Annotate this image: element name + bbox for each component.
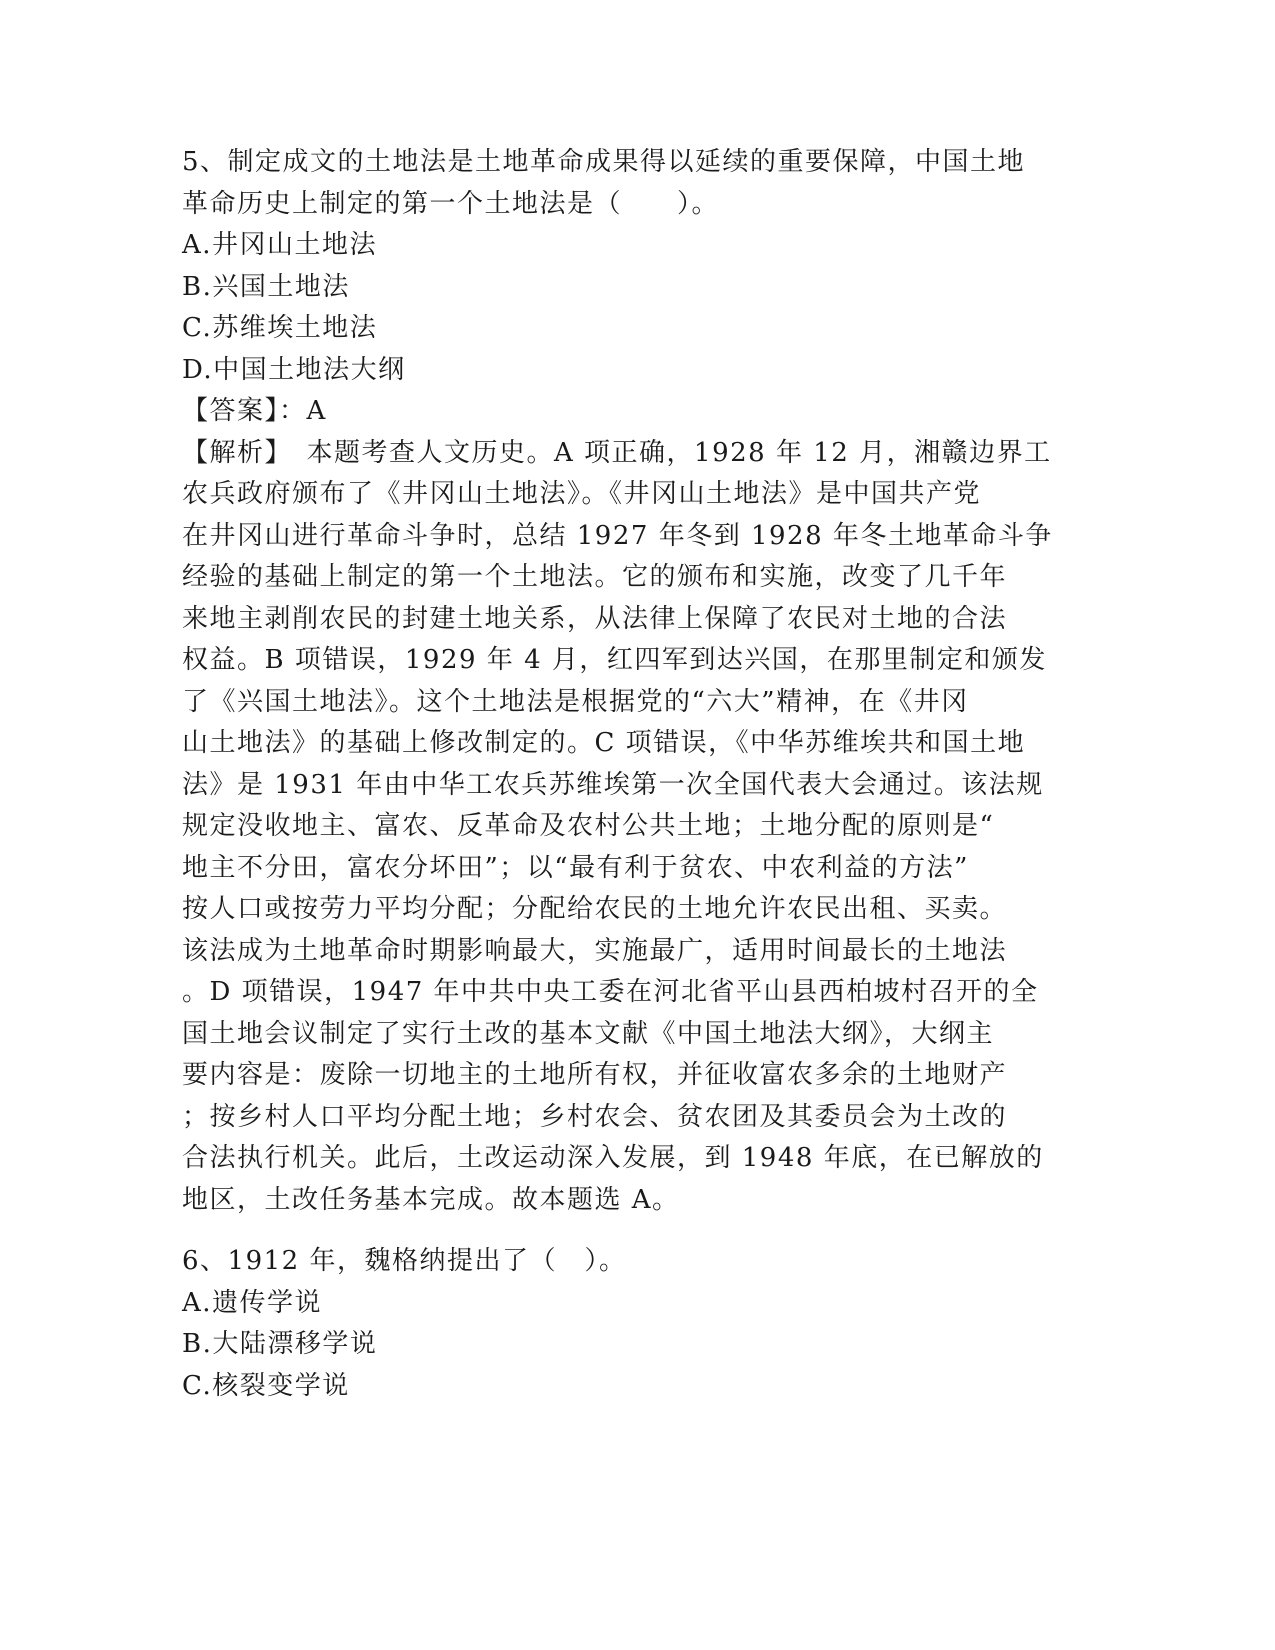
analysis-line: 国土地会议制定了实行土改的基本文献《中国土地法大纲》，大纲主 <box>182 1018 995 1049</box>
analysis-line: 合法执行机关。此后，土改运动深入发展，到 1948 年底，在已解放的 <box>182 1143 1044 1173</box>
analysis-line: 来地主剥削农民的封建土地关系，从法律上保障了农民对土地的合法 <box>182 603 1008 634</box>
analysis-line: 该法成为土地革命时期影响最大，实施最广，适用时间最长的土地法 <box>182 935 1008 966</box>
analysis-line: 山土地法》的基础上修改制定的。C 项错误，《中华苏维埃共和国土地 <box>182 728 1026 758</box>
question-stem-line: 5、制定成文的土地法是土地革命成果得以延续的重要保障，中国土地 <box>182 147 1026 177</box>
analysis-line: 农兵政府颁布了《井冈山土地法》。《井冈山土地法》是中国共产党 <box>182 479 982 509</box>
analysis-line: 权益。B 项错误，1929 年 4 月，红四军到达兴国，在那里制定和颁发 <box>182 645 1047 675</box>
answer-line: 【答案】：A <box>182 396 327 426</box>
option-a: A.井冈山土地法 <box>182 230 378 260</box>
document-page <box>182 142 1053 1407</box>
option-b: B.兴国土地法 <box>182 271 350 302</box>
analysis-line: 【解析】 本题考查人文历史。A 项正确，1928 年 12 月，湘赣边界工 <box>182 437 1052 468</box>
option-c: C.核裂变学说 <box>182 1370 350 1401</box>
analysis-line: ；按乡村人口平均分配土地；乡村农会、贫农团及其委员会为土改的 <box>182 1101 1008 1132</box>
analysis-line: 地主不分田，富农分坏田”；以“最有利于贫农、中农利益的方法” <box>182 852 969 883</box>
question-stem-line: 6、1912 年，魏格纳提出了（ ）。 <box>182 1246 627 1276</box>
analysis-line: 按人口或按劳力平均分配；分配给农民的土地允许农民出租、买卖。 <box>182 894 1008 924</box>
analysis-line: 在井冈山进行革命斗争时，总结 1927 年冬到 1928 年冬土地革命斗争 <box>182 520 1053 551</box>
analysis <box>182 433 1053 1222</box>
question-stem-line: 革命历史上制定的第一个土地法是（ ）。 <box>182 188 720 219</box>
analysis-line: 了《兴国土地法》。这个土地法是根据党的“六大”精神，在《井冈 <box>182 686 969 717</box>
option-a: A.遗传学说 <box>182 1287 323 1318</box>
analysis-line: 要内容是：废除一切地主的土地所有权，并征收富农多余的土地财产 <box>182 1060 1008 1090</box>
question-6 <box>182 1241 1042 1407</box>
analysis-line: 经验的基础上制定的第一个土地法。它的颁布和实施，改变了几千年 <box>182 562 1008 592</box>
analysis-line: 规定没收地主、富农、反革命及农村公共土地；土地分配的原则是“ <box>182 811 995 841</box>
analysis-line: 法》是 1931 年由中华工农兵苏维埃第一次全国代表大会通过。该法规 <box>182 769 1044 800</box>
option-c: C.苏维埃土地法 <box>182 313 378 343</box>
question-5 <box>182 142 1053 1221</box>
question-gap <box>182 1221 1042 1241</box>
analysis-line: 地区，土改任务基本完成。故本题选 A。 <box>182 1184 680 1215</box>
option-d: D.中国土地法大纲 <box>182 354 406 385</box>
analysis-line: 。D 项错误，1947 年中共中央工委在河北省平山县西柏坡村召开的全 <box>182 977 1039 1007</box>
option-b: B.大陆漂移学说 <box>182 1329 378 1359</box>
